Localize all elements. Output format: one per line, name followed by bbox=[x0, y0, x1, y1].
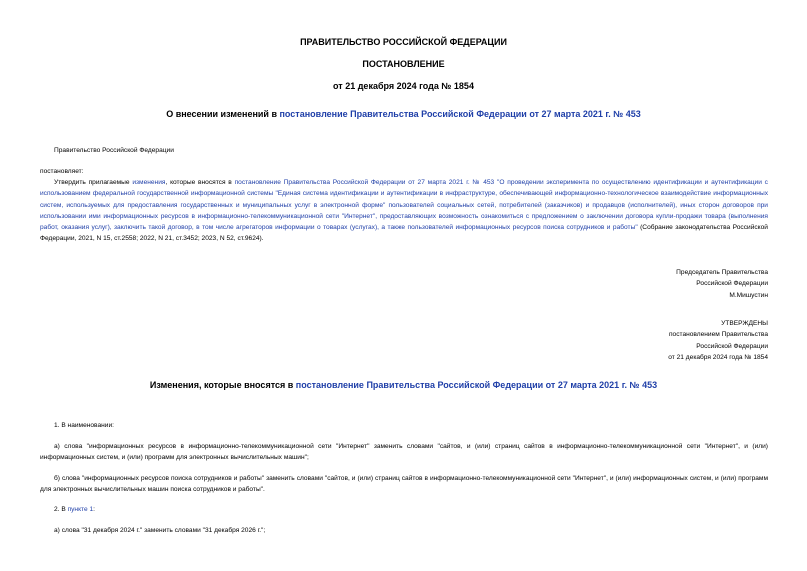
approved-block bbox=[668, 318, 768, 363]
government-name: ПРАВИТЕЛЬСТВО РОССИЙСКОЙ ФЕДЕРАЦИИ bbox=[300, 37, 507, 47]
changes-link[interactable]: изменения bbox=[132, 179, 166, 186]
changes-title-prefix: Изменения, которые вносятся в bbox=[149, 380, 296, 390]
approved-line-4: от 21 декабря 2024 года № 1854 bbox=[668, 353, 768, 361]
signature-position-2: Российской Федерации bbox=[696, 280, 768, 288]
approved-line-2: постановлением Правительства bbox=[668, 331, 768, 339]
approved-line-3: Российской Федерации bbox=[696, 342, 768, 350]
approve-text-3: (Собрание законодательства Российской Федерации, 2021, N 15, ст.2558; 2022, N 21, ст.3452; 2023, N 52, ст.9624). bbox=[40, 224, 768, 243]
approved-line-1: УТВЕРЖДЕНЫ bbox=[721, 320, 768, 327]
signature-block bbox=[676, 267, 768, 301]
change-item-2-prefix: 2. В bbox=[54, 506, 68, 513]
approve-paragraph bbox=[40, 177, 768, 245]
title-link[interactable]: постановление Правительства Российской Федерации от 27 марта 2021 г. № 453 bbox=[279, 109, 641, 119]
document-date-number: от 21 декабря 2024 года № 1854 bbox=[333, 81, 474, 91]
document-title bbox=[0, 109, 807, 119]
changes-title bbox=[0, 380, 807, 390]
change-item-1: 1. В наименовании: bbox=[54, 422, 114, 429]
decree-link[interactable]: постановление Правительства Российской Федерации от 27 марта 2021 г. № 453 "О проведении эксперимента по осуществлению идентификации и аутентификации с использованием федеральной государственной информационной системы "Единая система идентификации и аутентификации в инфраструктуре, обеспечивающей информационно-технологическое взаимодействие информационных систем, используемых для предоставления государственных и муниципальных услуг в электронной форме" пользователей социальных сетей, потребителей (заказчиков) и продавцов (исполнителей), иных сторон договоров при использовании ими информационных ресурсов в информационно-телекоммуникационной сети "Интернет", предоставляющих возможность ознакомиться с предложением о заключении договора купли-продажи товара (выполнения работ, оказания услуг), заключить такой договор, в том числе агрегаторов информации о товарах (услугах), а также пользователей информационных ресурсов поиска сотрудников и работы" bbox=[40, 179, 768, 232]
changes-title-link[interactable]: постановление Правительства Российской Федерации от 27 марта 2021 г. № 453 bbox=[295, 380, 658, 390]
approve-text-1: Утвердить прилагаемые bbox=[54, 179, 133, 186]
approve-text-2: , которые вносятся в bbox=[165, 179, 235, 186]
signature-name: М.Мишустин bbox=[729, 291, 768, 299]
issuer: Правительство Российской Федерации bbox=[54, 147, 174, 154]
signature-position-1: Председатель Правительства bbox=[676, 269, 768, 276]
change-item-2 bbox=[40, 504, 768, 515]
title-prefix: О внесении изменений в bbox=[166, 109, 280, 119]
change-item-1a: а) слова "информационных ресурсов в информационно-телекоммуникационной сети "Интернет" заменить словами "сайтов, и (или) страниц сайтов в информационно-телекоммуникационной сети "Интернет", и (или) информационных систем, и (или) программ для электронных вычислительных машин"; bbox=[40, 443, 768, 462]
point-1-link[interactable]: пункте 1 bbox=[67, 506, 94, 513]
document-type: ПОСТАНОВЛЕНИЕ bbox=[362, 59, 445, 69]
change-item-2a: а) слова "31 декабря 2024 г." заменить словами "31 декабря 2026 г."; bbox=[54, 527, 266, 534]
change-item-1b: б) слова "информационных ресурсов поиска сотрудников и работы" заменить словами "сайтов, и (или) страниц сайтов в информационно-телекоммуникационной сети "Интернет", и (или) информационных систем, и (или) программ для электронных вычислительных машин поиска сотрудников и работы". bbox=[40, 475, 768, 494]
resolves-text: постановляет: bbox=[40, 168, 84, 175]
change-item-2-suffix: : bbox=[93, 506, 95, 513]
